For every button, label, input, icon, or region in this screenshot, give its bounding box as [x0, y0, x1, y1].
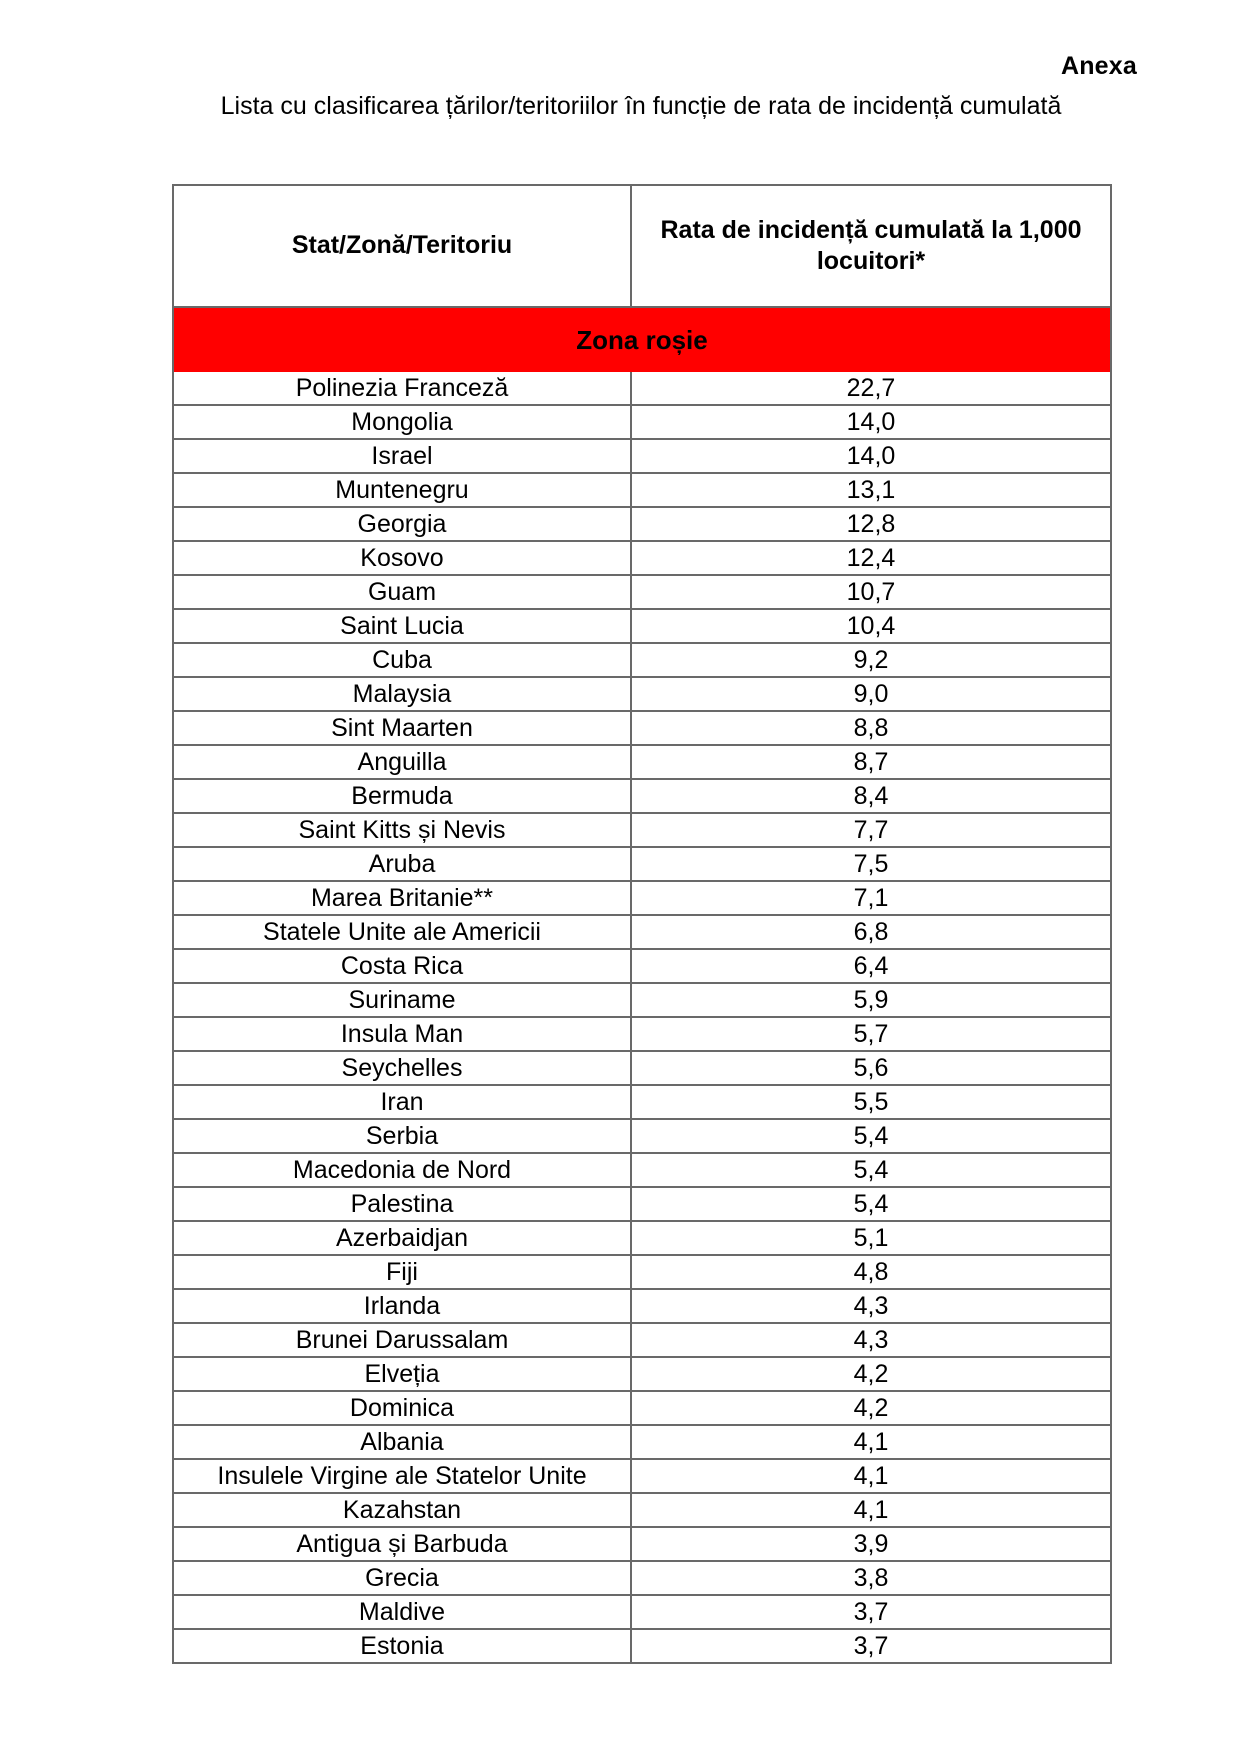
country-cell: Azerbaidjan: [173, 1221, 631, 1255]
rate-cell: 5,4: [631, 1187, 1111, 1221]
country-cell: Albania: [173, 1425, 631, 1459]
page-title: Lista cu clasificarea țărilor/teritoriilor în funcție de rata de incidență cumulată: [220, 92, 1062, 120]
country-cell: Muntenegru: [173, 473, 631, 507]
table-row: [173, 439, 1111, 473]
table-row: [173, 881, 1111, 915]
country-cell: Brunei Darussalam: [173, 1323, 631, 1357]
country-cell: Antigua și Barbuda: [173, 1527, 631, 1561]
table-row: [173, 711, 1111, 745]
column-header-country: Stat/Zonă/Teritoriu: [173, 185, 631, 307]
country-cell: Insulele Virgine ale Statelor Unite: [173, 1459, 631, 1493]
table-row: [173, 1187, 1111, 1221]
rate-cell: 5,9: [631, 983, 1111, 1017]
rate-cell: 4,2: [631, 1357, 1111, 1391]
country-cell: Serbia: [173, 1119, 631, 1153]
rate-cell: 7,7: [631, 813, 1111, 847]
table-row: [173, 575, 1111, 609]
country-cell: Georgia: [173, 507, 631, 541]
country-cell: Estonia: [173, 1629, 631, 1663]
table-row: [173, 1255, 1111, 1289]
rate-cell: 5,4: [631, 1153, 1111, 1187]
rate-cell: 5,4: [631, 1119, 1111, 1153]
table-row: [173, 847, 1111, 881]
rate-cell: 10,7: [631, 575, 1111, 609]
rate-cell: 7,1: [631, 881, 1111, 915]
table-row: [173, 405, 1111, 439]
country-cell: Iran: [173, 1085, 631, 1119]
rate-cell: 6,8: [631, 915, 1111, 949]
country-cell: Saint Lucia: [173, 609, 631, 643]
country-cell: Statele Unite ale Americii: [173, 915, 631, 949]
country-cell: Insula Man: [173, 1017, 631, 1051]
table-row: [173, 1119, 1111, 1153]
table-row: [173, 1527, 1111, 1561]
country-cell: Cuba: [173, 643, 631, 677]
rate-cell: 14,0: [631, 439, 1111, 473]
rate-cell: 9,2: [631, 643, 1111, 677]
table-row: [173, 745, 1111, 779]
rate-cell: 12,4: [631, 541, 1111, 575]
rate-cell: 4,8: [631, 1255, 1111, 1289]
table-row: [173, 949, 1111, 983]
rate-cell: 3,9: [631, 1527, 1111, 1561]
rate-cell: 4,2: [631, 1391, 1111, 1425]
table-row: [173, 643, 1111, 677]
rate-cell: 7,5: [631, 847, 1111, 881]
rate-cell: 14,0: [631, 405, 1111, 439]
table-row: [173, 1459, 1111, 1493]
table-row: [173, 473, 1111, 507]
rate-cell: 3,7: [631, 1595, 1111, 1629]
country-cell: Mongolia: [173, 405, 631, 439]
table-row: [173, 813, 1111, 847]
table-row: [173, 1221, 1111, 1255]
table-row: [173, 1629, 1111, 1663]
incidence-table: [172, 184, 1112, 1664]
rate-cell: 6,4: [631, 949, 1111, 983]
table-row: [173, 677, 1111, 711]
country-cell: Kazahstan: [173, 1493, 631, 1527]
rate-cell: 4,1: [631, 1425, 1111, 1459]
country-cell: Marea Britanie**: [173, 881, 631, 915]
rate-cell: 12,8: [631, 507, 1111, 541]
country-cell: Grecia: [173, 1561, 631, 1595]
zone-row: [173, 307, 1111, 372]
table-body: [173, 372, 1111, 1663]
table-row: [173, 1289, 1111, 1323]
table-row: [173, 1323, 1111, 1357]
country-cell: Palestina: [173, 1187, 631, 1221]
rate-cell: 9,0: [631, 677, 1111, 711]
table-row: [173, 1595, 1111, 1629]
rate-cell: 4,3: [631, 1323, 1111, 1357]
zone-banner: Zona roșie: [173, 307, 1111, 372]
rate-cell: 4,3: [631, 1289, 1111, 1323]
country-cell: Macedonia de Nord: [173, 1153, 631, 1187]
table-row: [173, 1561, 1111, 1595]
country-cell: Elveția: [173, 1357, 631, 1391]
rate-cell: 3,7: [631, 1629, 1111, 1663]
table-row: [173, 1017, 1111, 1051]
rate-cell: 5,7: [631, 1017, 1111, 1051]
header-row: [173, 185, 1111, 307]
country-cell: Seychelles: [173, 1051, 631, 1085]
country-cell: Guam: [173, 575, 631, 609]
country-cell: Costa Rica: [173, 949, 631, 983]
table-row: [173, 779, 1111, 813]
table-row: [173, 1357, 1111, 1391]
country-cell: Saint Kitts și Nevis: [173, 813, 631, 847]
country-cell: Sint Maarten: [173, 711, 631, 745]
rate-cell: 3,8: [631, 1561, 1111, 1595]
rate-cell: 4,1: [631, 1493, 1111, 1527]
country-cell: Dominica: [173, 1391, 631, 1425]
rate-cell: 5,6: [631, 1051, 1111, 1085]
country-cell: Israel: [173, 439, 631, 473]
country-cell: Malaysia: [173, 677, 631, 711]
country-cell: Fiji: [173, 1255, 631, 1289]
table-row: [173, 1051, 1111, 1085]
country-cell: Kosovo: [173, 541, 631, 575]
country-cell: Maldive: [173, 1595, 631, 1629]
table-row: [173, 1425, 1111, 1459]
country-cell: Aruba: [173, 847, 631, 881]
rate-cell: 8,4: [631, 779, 1111, 813]
rate-cell: 5,1: [631, 1221, 1111, 1255]
table-row: [173, 1153, 1111, 1187]
rate-cell: 5,5: [631, 1085, 1111, 1119]
table-row: [173, 1391, 1111, 1425]
country-cell: Irlanda: [173, 1289, 631, 1323]
table-row: [173, 915, 1111, 949]
rate-cell: 10,4: [631, 609, 1111, 643]
table-row: [173, 983, 1111, 1017]
annex-label: Anexa: [1060, 52, 1137, 80]
table-row: [173, 609, 1111, 643]
rate-cell: 13,1: [631, 473, 1111, 507]
table-row: [173, 541, 1111, 575]
rate-cell: 4,1: [631, 1459, 1111, 1493]
country-cell: Anguilla: [173, 745, 631, 779]
rate-cell: 8,7: [631, 745, 1111, 779]
country-cell: Polinezia Franceză: [173, 372, 631, 405]
table-row: [173, 507, 1111, 541]
column-header-rate: Rata de incidență cumulată la 1,000 locuitori*: [631, 185, 1111, 307]
table-row: [173, 372, 1111, 405]
rate-cell: 22,7: [631, 372, 1111, 405]
rate-cell: 8,8: [631, 711, 1111, 745]
country-cell: Bermuda: [173, 779, 631, 813]
table-row: [173, 1085, 1111, 1119]
table-header: [173, 185, 1111, 372]
country-cell: Suriname: [173, 983, 631, 1017]
table-row: [173, 1493, 1111, 1527]
